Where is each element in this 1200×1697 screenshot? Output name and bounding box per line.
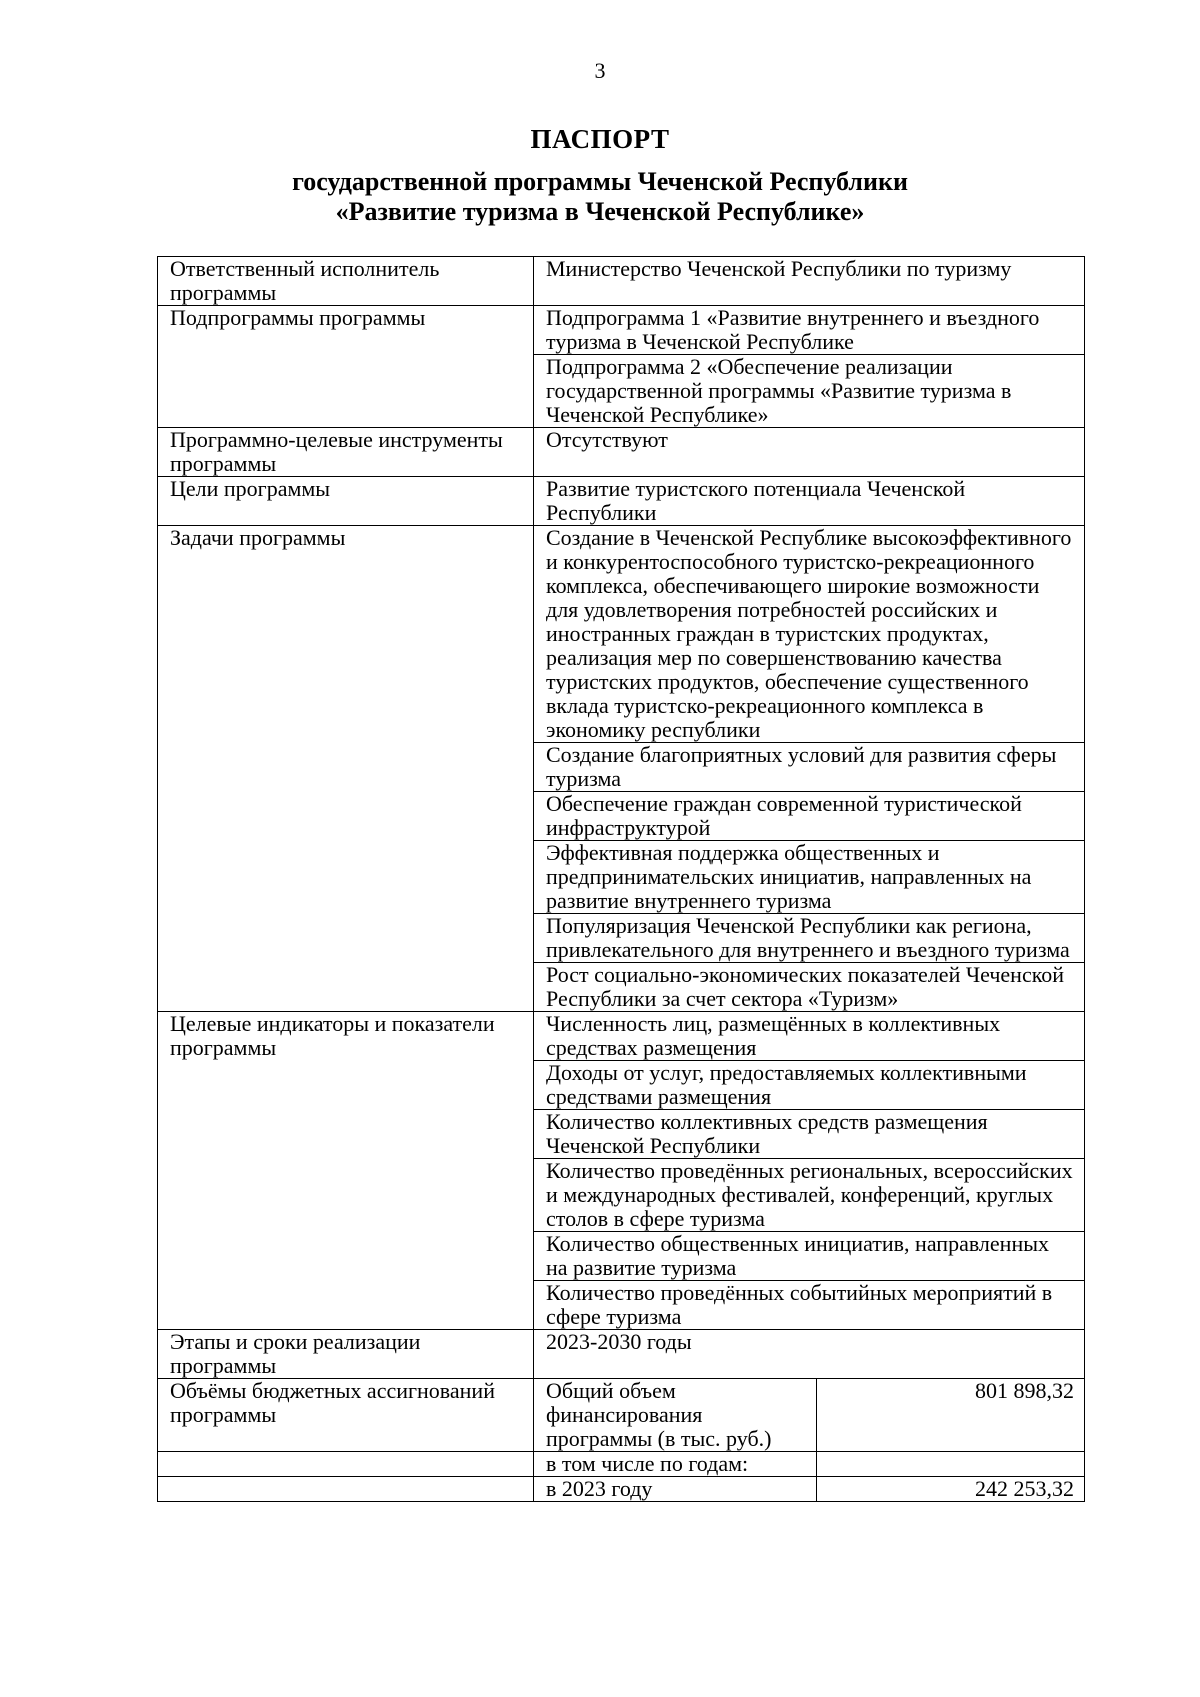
table-row [158,526,1085,743]
table-row [158,1477,1085,1502]
budget-year-label: в 2023 году [534,1477,817,1502]
passport-table [157,256,1085,1502]
document-title: ПАСПОРТ [530,124,670,154]
row-label-tasks: Задачи программы [158,526,534,1012]
table-row [158,428,1085,477]
indicator-item: Количество общественных инициатив, направленных на развитие туризма [534,1232,1085,1281]
row-label-instruments: Программно-целевые инструменты программы [158,428,534,477]
subprogram-item: Подпрограмма 1 «Развитие внутреннего и въездного туризма в Чеченской Республике [534,306,1085,355]
indicator-item: Доходы от услуг, предоставляемых коллективными средствами размещения [534,1061,1085,1110]
row-label-subprograms: Подпрограммы программы [158,306,534,428]
table-row [158,1452,1085,1477]
page-number: 3 [594,58,606,83]
row-value-stages: 2023-2030 годы [534,1330,1085,1379]
task-item: Обеспечение граждан современной туристической инфраструктурой [534,792,1085,841]
budget-year-value: 242 253,32 [817,1477,1085,1502]
table-row [158,1012,1085,1061]
table-row [158,1330,1085,1379]
indicator-item: Численность лиц, размещённых в коллективных средствах размещения [534,1012,1085,1061]
task-item: Популяризация Чеченской Республики как региона, привлекательного для внутреннего и въездного туризма [534,914,1085,963]
row-label-executor: Ответственный исполнитель программы [158,257,534,306]
subtitle-line-1: государственной программы Чеченской Республики [292,167,908,196]
table-row [158,257,1085,306]
subtitle-line-2: «Развитие туризма в Чеченской Республике» [335,197,865,226]
table-row [158,477,1085,526]
empty-cell [158,1452,534,1477]
budget-total-value: 801 898,32 [817,1379,1085,1452]
task-item: Рост социально-экономических показателей Чеченской Республики за счет сектора «Туризм» [534,963,1085,1012]
empty-cell [158,1477,534,1502]
document-subtitle [0,167,1200,227]
row-value-instruments: Отсутствуют [534,428,1085,477]
row-value-executor: Министерство Чеченской Республики по туризму [534,257,1085,306]
table-row [158,1379,1085,1452]
indicator-item: Количество проведённых региональных, всероссийских и международных фестивалей, конференций, круглых столов в сфере туризма [534,1159,1085,1232]
indicator-item: Количество коллективных средств размещения Чеченской Республики [534,1110,1085,1159]
budget-total-label: Общий объем финансирования программы (в тыс. руб.) [534,1379,817,1452]
budget-by-year-label: в том числе по годам: [534,1452,817,1477]
task-item: Эффективная поддержка общественных и предпринимательских инициатив, направленных на развитие внутреннего туризма [534,841,1085,914]
indicator-item: Количество проведённых событийных мероприятий в сфере туризма [534,1281,1085,1330]
table-row [158,306,1085,355]
task-item: Создание в Чеченской Республике высокоэффективного и конкурентоспособного туристско-рекреационного комплекса, обеспечивающего широкие возможности для удовлетворения потребностей российских и иностранных граждан в туристских продуктах, реализация мер по совершенствованию качества туристских продуктов, обеспечение существенного вклада туристско-рекреационного комплекса в экономику республики [534,526,1085,743]
task-item: Создание благоприятных условий для развития сферы туризма [534,743,1085,792]
row-value-goals: Развитие туристского потенциала Чеченской Республики [534,477,1085,526]
subprogram-item: Подпрограмма 2 «Обеспечение реализации государственной программы «Развитие туризма в Чеченской Республике» [534,355,1085,428]
row-label-budget: Объёмы бюджетных ассигнований программы [158,1379,534,1452]
row-label-indicators: Целевые индикаторы и показатели программы [158,1012,534,1330]
empty-cell [817,1452,1085,1477]
row-label-goals: Цели программы [158,477,534,526]
row-label-stages: Этапы и сроки реализации программы [158,1330,534,1379]
